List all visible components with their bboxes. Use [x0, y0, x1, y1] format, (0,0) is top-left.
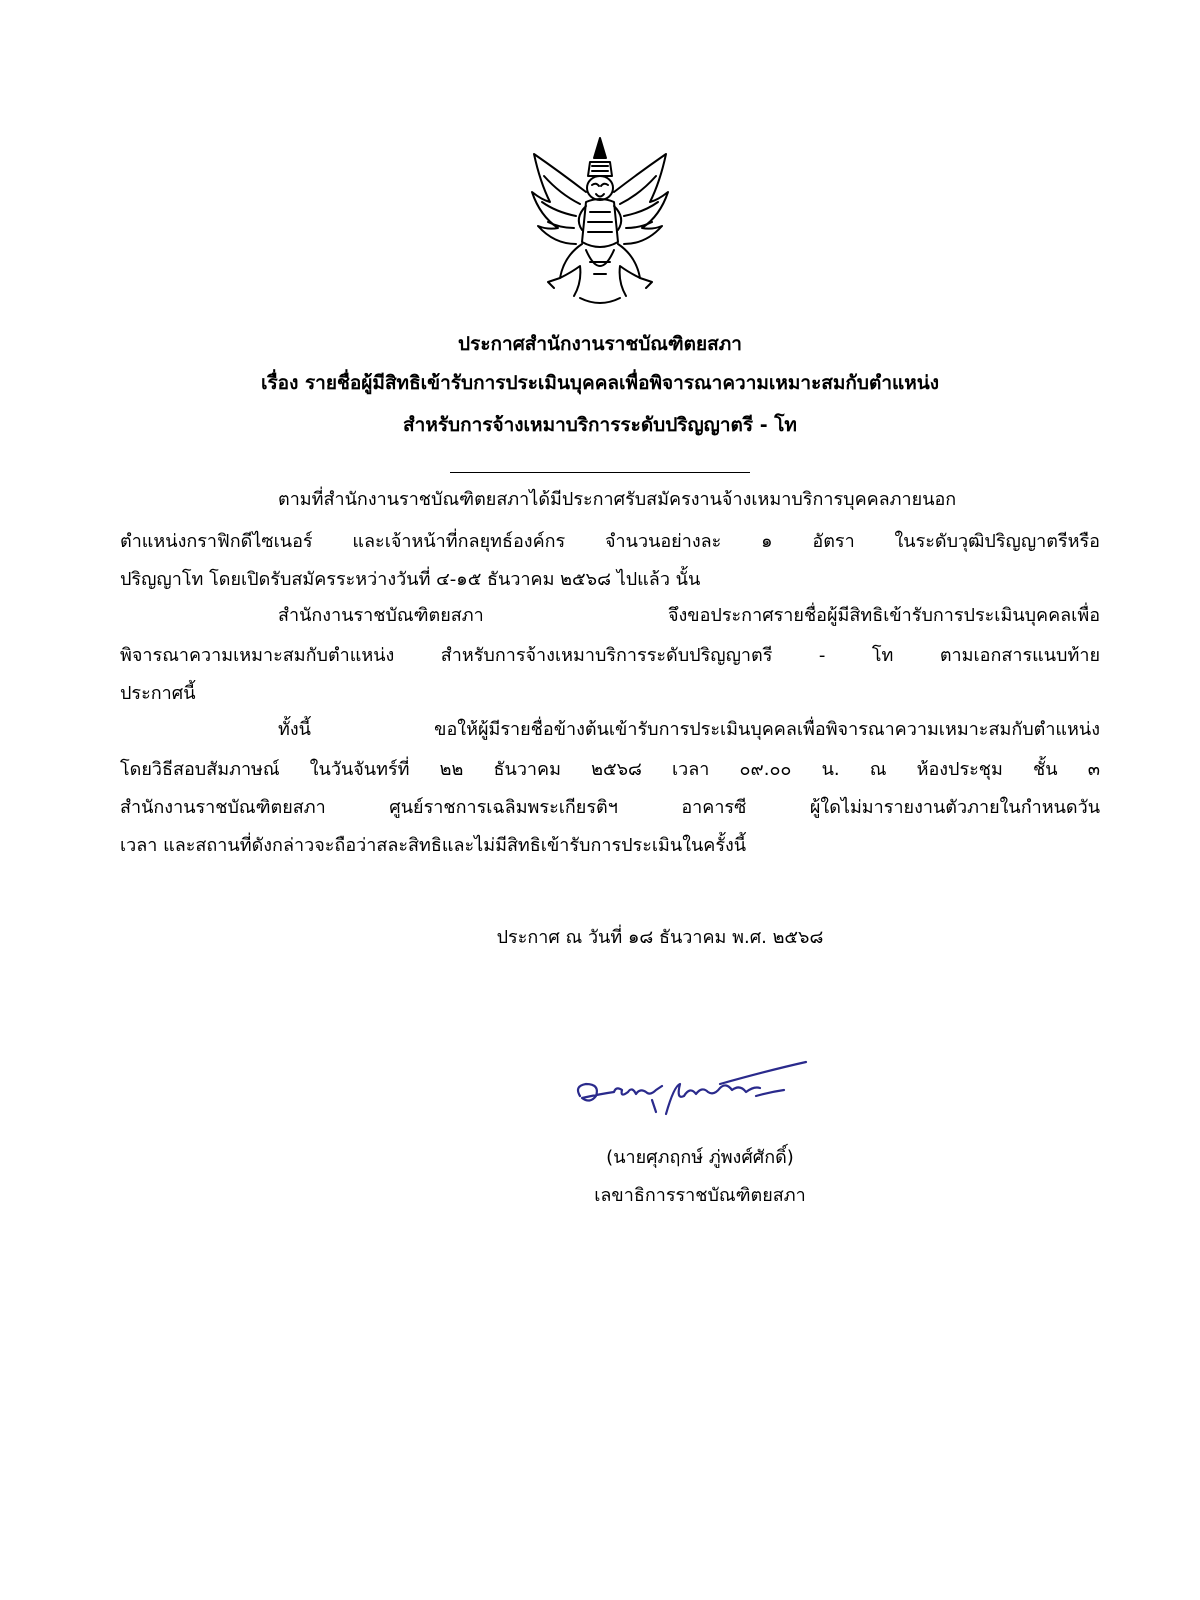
paragraph-3-line: โดยวิธีสอบสัมภาษณ์ ในวันจันทร์ที่ ๒๒ ธันวาคม ๒๕๖๘ เวลา ๐๙.๐๐ น. ณ ห้องประชุม ชั้น ๓ [120, 759, 1100, 780]
paragraph-1-line: ตามที่สำนักงานราชบัณฑิตยสภาได้มีประกาศรับสมัครงานจ้างเหมาบริการบุคคลภายนอก [278, 489, 957, 510]
announcement-subject: เรื่อง รายชื่อผู้มีสิทธิเข้ารับการประเมินบุคคลเพื่อพิจารณาความเหมาะสมกับตำแหน่ง [260, 372, 940, 394]
paragraph-3-line: ทั้งนี้ ขอให้ผู้มีรายชื่อข้างต้นเข้ารับการประเมินบุคคลเพื่อพิจารณาความเหมาะสมกับตำแหน่ง [278, 719, 1100, 740]
announcement-title: ประกาศสำนักงานราชบัณฑิตยสภา [458, 333, 742, 355]
paragraph-3-line: เวลา และสถานที่ดังกล่าวจะถือว่าสละสิทธิและไม่มีสิทธิเข้ารับการประเมินในครั้งนี้ [120, 835, 747, 856]
paragraph-2-line: ประกาศนี้ [120, 683, 196, 704]
announcement-subject-continued: สำหรับการจ้างเหมาบริการระดับปริญญาตรี - โท [403, 414, 797, 436]
heading-divider [450, 472, 750, 473]
signer-name: (นายศุภฤกษ์ ภู่พงศ์ศักดิ์) [606, 1147, 794, 1168]
paragraph-1-line: ตำแหน่งกราฟิกดีไซเนอร์ และเจ้าหน้าที่กลยุทธ์องค์กร จำนวนอย่างละ ๑ อัตรา ในระดับวุฒิปริญญาตรีหรือ [120, 531, 1100, 552]
signer-position: เลขาธิการราชบัณฑิตยสภา [594, 1185, 806, 1206]
paragraph-1-line: ปริญญาโท โดยเปิดรับสมัครระหว่างวันที่ ๔-๑๕ ธันวาคม ๒๕๖๘ ไปแล้ว นั้น [120, 569, 701, 590]
garuda-emblem-icon [520, 132, 680, 310]
paragraph-2-line: สำนักงานราชบัณฑิตยสภา จึงขอประกาศรายชื่อผู้มีสิทธิเข้ารับการประเมินบุคคลเพื่อ [278, 605, 1100, 626]
paragraph-2-line: พิจารณาความเหมาะสมกับตำแหน่ง สำหรับการจ้างเหมาบริการระดับปริญญาตรี - โท ตามเอกสารแนบท้าย [120, 645, 1100, 666]
handwritten-signature [570, 1056, 830, 1126]
paragraph-3-line: สำนักงานราชบัณฑิตยสภา ศูนย์ราชการเฉลิมพระเกียรติฯ อาคารซี ผู้ใดไม่มารายงานตัวภายในกำหนดวัน [120, 797, 1100, 818]
announcement-date: ประกาศ ณ วันที่ ๑๘ ธันวาคม พ.ศ. ๒๕๖๘ [496, 927, 824, 948]
